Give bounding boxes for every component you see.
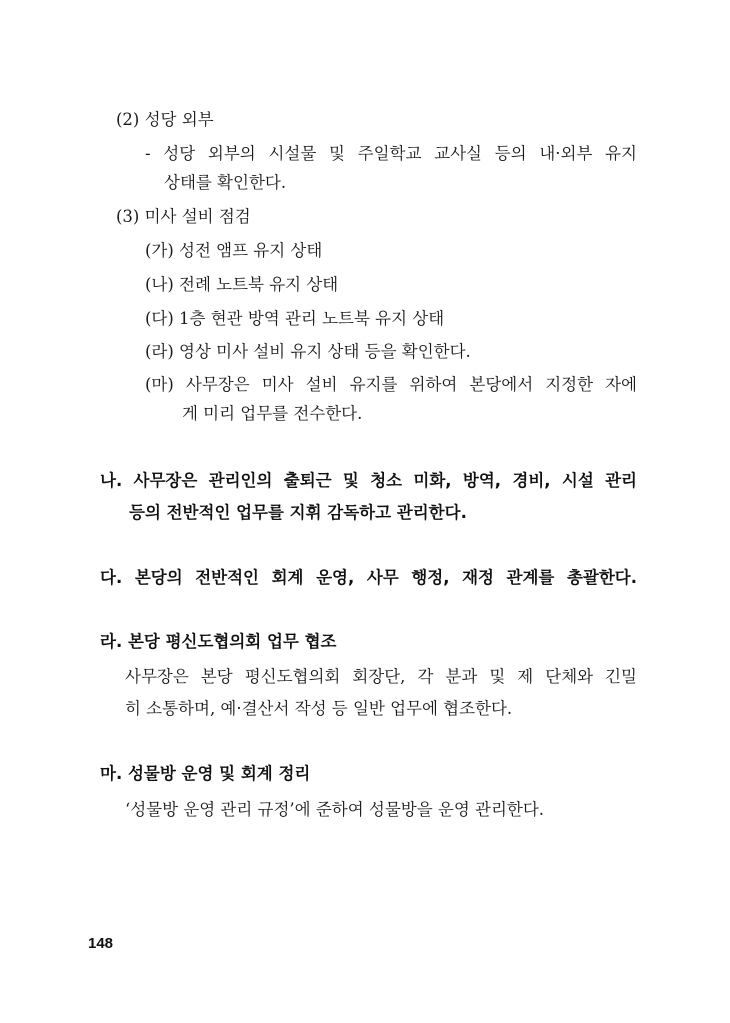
section-da-line-1: 다. 본당의 전반적인 회계 운영, 사무 행정, 재정 관계를 총괄한다. (100, 568, 637, 587)
section-na-line-2: 등의 전반적인 업무를 지휘 감독하고 관리한다. (129, 503, 467, 522)
section-ma-line-1: ‘성물방 운영 관리 규정’에 준하여 성물방을 운영 관리한다. (125, 800, 545, 819)
section-ma-heading: 마. 성물방 운영 및 회계 정리 (100, 764, 311, 783)
section-3-item-da: (다) 1층 현관 방역 관리 노트북 유지 상태 (145, 309, 445, 328)
section-ra-line-2: 히 소통하며, 예·결산서 작성 등 일반 업무에 협조한다. (125, 699, 513, 718)
section-2-line-2: 상태를 확인한다. (164, 173, 287, 192)
section-2-line-1: - 성당 외부의 시설물 및 주일학교 교사실 등의 내·외부 유지 (145, 144, 637, 163)
section-3-item-ma-line-1: (마) 사무장은 미사 설비 유지를 위하여 본당에서 지정한 자에 (145, 375, 637, 394)
section-ra-heading: 라. 본당 평신도협의회 업무 협조 (100, 632, 337, 651)
section-3-heading: (3) 미사 설비 점검 (116, 207, 251, 226)
page-number: 148 (88, 935, 114, 952)
section-3-item-ma-line-2: 게 미리 업무를 전수한다. (182, 404, 363, 423)
section-ra-line-1: 사무장은 본당 평신도협의회 회장단, 각 분과 및 제 단체와 긴밀 (125, 667, 637, 686)
section-2-heading: (2) 성당 외부 (116, 110, 214, 129)
section-3-item-na: (나) 전례 노트북 유지 상태 (145, 275, 339, 294)
section-3-item-ga: (가) 성전 앰프 유지 상태 (145, 241, 323, 260)
section-3-item-ra: (라) 영상 미사 설비 유지 상태 등을 확인한다. (145, 342, 471, 361)
section-na-line-1: 나. 사무장은 관리인의 출퇴근 및 청소 미화, 방역, 경비, 시설 관리 (100, 471, 637, 490)
